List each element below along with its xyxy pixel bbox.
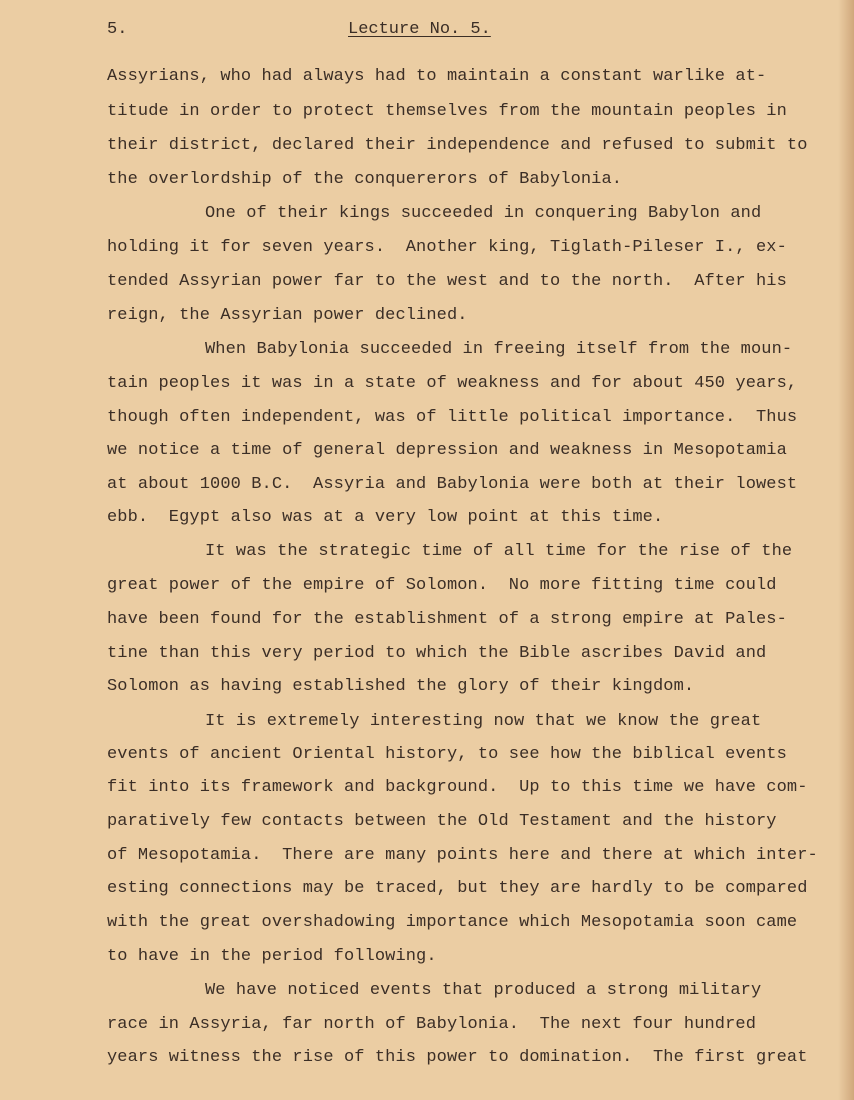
text-line: the overlordship of the conquererors of Babylonia. bbox=[107, 170, 623, 189]
text-line: have been found for the establishment of a strong empire at Pales- bbox=[107, 610, 787, 629]
text-line: paratively few contacts between the Old Testament and the history bbox=[107, 812, 777, 831]
text-line: we notice a time of general depression and weakness in Mesopotamia bbox=[107, 441, 787, 460]
text-line: tain peoples it was in a state of weakness and for about 450 years, bbox=[107, 374, 798, 393]
text-line: at about 1000 B.C. Assyria and Babylonia were both at their lowest bbox=[107, 475, 798, 494]
text-line: When Babylonia succeeded in freeing itself from the moun- bbox=[205, 340, 793, 359]
text-line: Assyrians, who had always had to maintain a constant warlike at- bbox=[107, 67, 767, 86]
text-line: titude in order to protect themselves from the mountain peoples in bbox=[107, 102, 787, 121]
text-line: of Mesopotamia. There are many points here and there at which inter- bbox=[107, 846, 818, 865]
text-line: reign, the Assyrian power declined. bbox=[107, 306, 468, 325]
text-line: ebb. Egypt also was at a very low point at this time. bbox=[107, 508, 664, 527]
text-line: Solomon as having established the glory of their kingdom. bbox=[107, 677, 695, 696]
text-line: though often independent, was of little political importance. Thus bbox=[107, 408, 798, 427]
text-line: their district, declared their independence and refused to submit to bbox=[107, 136, 808, 155]
text-line: great power of the empire of Solomon. No more fitting time could bbox=[107, 576, 777, 595]
text-line: It is extremely interesting now that we know the great bbox=[205, 712, 762, 731]
text-line: to have in the period following. bbox=[107, 947, 437, 966]
text-line: race in Assyria, far north of Babylonia. The next four hundred bbox=[107, 1015, 757, 1034]
text-line: events of ancient Oriental history, to see how the biblical events bbox=[107, 745, 787, 764]
text-line: One of their kings succeeded in conquering Babylon and bbox=[205, 204, 762, 223]
text-line: It was the strategic time of all time for the rise of the bbox=[205, 542, 793, 561]
page-title: Lecture No. 5. bbox=[348, 20, 491, 39]
text-line: tine than this very period to which the Bible ascribes David and bbox=[107, 644, 767, 663]
text-line: We have noticed events that produced a strong military bbox=[205, 981, 762, 1000]
text-line: years witness the rise of this power to domination. The first great bbox=[107, 1048, 808, 1067]
text-line: with the great overshadowing importance which Mesopotamia soon came bbox=[107, 913, 798, 932]
text-line: esting connections may be traced, but they are hardly to be compared bbox=[107, 879, 808, 898]
text-line: tended Assyrian power far to the west and to the north. After his bbox=[107, 272, 787, 291]
text-line: holding it for seven years. Another king, Tiglath-Pileser I., ex- bbox=[107, 238, 787, 257]
text-line: fit into its framework and background. Up to this time we have com- bbox=[107, 778, 808, 797]
page-number: 5. bbox=[107, 20, 128, 39]
